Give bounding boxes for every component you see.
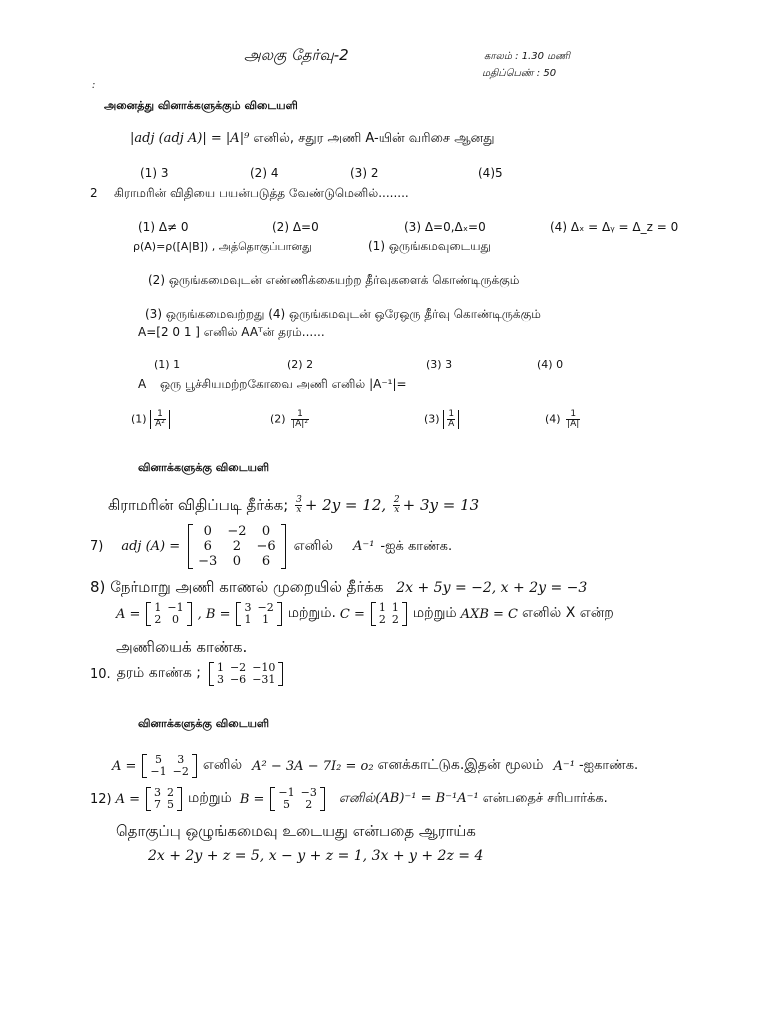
q9-eq: AXB = C xyxy=(460,606,518,622)
matrix-cell: 1 xyxy=(216,661,224,674)
matrix-body xyxy=(151,787,177,811)
q5-opt4-frac xyxy=(566,410,580,429)
matrix-body xyxy=(376,602,402,626)
q1-text: எனில், சதுர அணி A-யின் வரிசை ஆனது xyxy=(253,131,495,146)
matrix-cell: −6 xyxy=(229,673,247,686)
matrix-row xyxy=(193,539,281,554)
q6-text: கிராமரின் விதிப்படி தீர்க்க; xyxy=(108,496,289,514)
matrix-cell: 5 xyxy=(167,798,175,811)
q9-matrix-c xyxy=(371,602,407,626)
q12-a-label: A = xyxy=(115,791,141,807)
q11-inv: A⁻¹ xyxy=(553,758,575,774)
matrix-cell: −31 xyxy=(252,673,276,686)
q7 xyxy=(90,524,452,569)
q1-opt3: (3) 2 xyxy=(350,166,379,180)
q5-opt3-label: (3) xyxy=(424,412,440,426)
q9-a-label: A = xyxy=(116,606,141,622)
q12 xyxy=(90,787,608,811)
matrix-cell: 2 xyxy=(167,786,175,799)
q2-opt1: (1) Δ≠ 0 xyxy=(138,220,189,234)
q10-number: 10. xyxy=(90,666,111,682)
matrix-cell: −1 xyxy=(167,601,184,614)
q13-text: தொகுப்பு ஒழுங்கமைவு உடையது என்பதை ஆராய்க xyxy=(116,822,476,840)
matrix-cell: 2 xyxy=(154,613,162,626)
matrix-cell: −6 xyxy=(256,539,276,554)
q2-opt4: (4) Δₓ = Δᵧ = Δ_z = 0 xyxy=(550,220,679,234)
q7-matrix xyxy=(188,524,286,569)
matrix-cell: −3 xyxy=(300,786,317,799)
matrix-row xyxy=(147,766,191,778)
frac-num: 2 xyxy=(393,495,400,505)
q6-frac1 xyxy=(295,496,303,515)
q4-text: A=[2 0 1 ] எனில் AAᵀன் தரம்...... xyxy=(138,325,325,339)
q8-number: 8) xyxy=(90,578,106,596)
matrix-cell: −1 xyxy=(278,786,295,799)
matrix-cell: 3 xyxy=(216,673,224,686)
q10 xyxy=(90,662,285,686)
matrix-row xyxy=(193,524,281,539)
q1-opt1: (1) 3 xyxy=(140,166,169,180)
matrix-cell: 1 xyxy=(244,613,252,626)
matrix-body xyxy=(193,524,281,569)
matrix-cell: 7 xyxy=(154,798,162,811)
frac-den: |A|² xyxy=(292,419,308,429)
matrix-cell: 1 xyxy=(378,601,386,614)
q12-matrix-a xyxy=(146,787,182,811)
q11 xyxy=(112,754,638,778)
q7-text: எனில் xyxy=(293,537,333,554)
exam-marks: மதிப்பெண் : 50 xyxy=(482,68,557,79)
matrix-body xyxy=(147,754,191,778)
matrix-cell: −2 xyxy=(172,765,189,778)
q8-text: நேர்மாறு அணி காணல் முறையில் தீர்க்க xyxy=(110,578,384,596)
q5-opt1-label: (1) xyxy=(131,412,147,426)
q2-opt2: (2) Δ=0 xyxy=(272,220,319,234)
matrix-cell: 1 xyxy=(262,613,270,626)
matrix-cell: 6 xyxy=(203,539,212,554)
matrix-right-bracket xyxy=(320,787,325,811)
matrix-cell: 2 xyxy=(378,613,386,626)
q4-opt1: (1) 1 xyxy=(154,358,181,371)
q1 xyxy=(130,131,495,147)
matrix-cell: 2 xyxy=(305,798,313,811)
matrix-cell: 6 xyxy=(261,554,271,569)
q7-tail: -ஐக் காண்க. xyxy=(380,538,453,554)
frac-num: 1 xyxy=(297,409,303,419)
q6-eq2: + 3y = 13 xyxy=(402,496,480,514)
matrix-row xyxy=(241,614,276,626)
matrix-right-bracket xyxy=(277,602,282,626)
q1-lhs: |adj (adj A)| = |A|⁹ xyxy=(130,131,250,146)
q3-opt2: (2) ஒருங்கமைவுடன் எண்ணிக்கையற்ற தீர்வுகளைக் கொண்டிருக்கும் xyxy=(148,273,520,287)
frac-num: 3 xyxy=(296,495,302,505)
q11-text1: எனில் xyxy=(202,757,243,773)
exam-time: காலம் : 1.30 மணி xyxy=(484,51,571,62)
matrix-cell: 5 xyxy=(155,753,163,766)
q12-matrix-b xyxy=(270,787,324,811)
q12-tail: என்பதைச் சரிபார்க்க. xyxy=(482,791,608,806)
matrix-cell: 2 xyxy=(391,613,399,626)
matrix-row xyxy=(193,554,281,569)
q9 xyxy=(116,602,614,626)
q9-b-label: , B = xyxy=(197,606,231,622)
q11-text2: எனக்காட்டுக.இதன் மூலம் xyxy=(377,757,544,773)
frac-num: 1 xyxy=(157,409,163,419)
matrix-right-bracket xyxy=(281,524,286,569)
matrix-body xyxy=(241,602,276,626)
q12-and: மற்றும் xyxy=(188,790,232,806)
q12-number: 12) xyxy=(90,791,112,807)
q5-opt2-frac xyxy=(291,410,309,429)
q2-number: 2 xyxy=(90,186,98,200)
matrix-cell: 0 xyxy=(232,554,242,569)
frac-den: x xyxy=(394,505,400,515)
matrix-cell: 5 xyxy=(283,798,290,811)
matrix-cell: −2 xyxy=(227,524,247,539)
q9-matrix-b xyxy=(236,602,281,626)
frac-den: x xyxy=(296,505,302,515)
q1-opt4: (4)5 xyxy=(478,166,503,180)
q9-tail: எனில் X என்ற xyxy=(521,605,614,621)
frac-den: A² xyxy=(155,419,165,429)
matrix-right-bracket xyxy=(278,662,283,686)
matrix-cell: 0 xyxy=(261,524,271,539)
q5-opt2-label: (2) xyxy=(270,412,286,426)
q7-number: 7) xyxy=(90,539,104,554)
q5-opt2 xyxy=(270,410,311,429)
section3-heading: வினாக்களுக்கு விடையளி xyxy=(138,717,270,730)
q6-frac2 xyxy=(393,496,401,515)
frac-den: A xyxy=(448,419,455,429)
q9-c-label: C = xyxy=(339,606,365,622)
q10-text: தரம் காண்க ; xyxy=(116,665,201,681)
q8-eqs: 2x + 5y = −2, x + 2y = −3 xyxy=(396,580,588,596)
q9-line2: அணியைக் காண்க. xyxy=(116,638,248,656)
q3-opt34: (3) ஒருங்கமைவற்றது (4) ஒருங்கமவுடன் ஒரேஒரு தீர்வு கொண்டிருக்கும் xyxy=(145,307,541,321)
matrix-cell: 3 xyxy=(154,786,162,799)
q12-text: எனில்(AB)⁻¹ = B⁻¹A⁻¹ xyxy=(338,791,479,806)
matrix-cell: −2 xyxy=(257,601,274,614)
q5-opt4-label: (4) xyxy=(545,412,561,426)
matrix-right-bracket xyxy=(187,602,192,626)
matrix-cell: −3 xyxy=(198,554,218,569)
matrix-cell: −10 xyxy=(252,661,276,674)
q4-opt2: (2) 2 xyxy=(287,358,314,371)
q6 xyxy=(108,496,479,516)
q5-opt3-frac xyxy=(447,410,455,429)
matrix-cell: 0 xyxy=(172,613,180,626)
q2-opt3: (3) Δ=0,Δₓ=0 xyxy=(404,220,486,234)
q11-matrix-a xyxy=(142,754,196,778)
q2-text: கிராமரின் விதியை பயன்படுத்த வேண்டுமெனில்........ xyxy=(114,186,409,200)
q5-opt4 xyxy=(545,410,582,429)
exam-title: அலகு தேர்வு-2 xyxy=(244,46,349,64)
matrix-right-bracket xyxy=(177,787,182,811)
q5-opt3-abs xyxy=(443,410,459,429)
matrix-cell: 3 xyxy=(177,753,185,766)
q5-opt1-frac xyxy=(154,410,166,429)
matrix-row xyxy=(275,799,319,811)
matrix-row xyxy=(214,674,278,686)
matrix-cell: 1 xyxy=(154,601,162,614)
q11-eq: A² − 3A − 7I₂ = o₂ xyxy=(252,758,374,774)
q5-opt3 xyxy=(424,410,459,429)
q10-matrix xyxy=(209,662,283,686)
matrix-cell: −2 xyxy=(229,661,247,674)
stray-colon: : xyxy=(92,80,96,91)
q5-label: A xyxy=(138,377,147,391)
section1-heading: அனைத்து வினாக்களுக்கும் விடையளி xyxy=(104,99,298,112)
q4-opt3: (3) 3 xyxy=(426,358,453,371)
matrix-right-bracket xyxy=(192,754,197,778)
q6-eq1: + 2y = 12, xyxy=(304,496,387,514)
q3-text: ρ(A)=ρ([A|B]) , அத்தொகுப்பானது xyxy=(133,240,312,253)
q5-opt1 xyxy=(131,410,170,429)
matrix-body xyxy=(151,602,186,626)
q11-a-label: A = xyxy=(112,758,137,774)
matrix-row xyxy=(376,614,402,626)
matrix-cell: 3 xyxy=(244,601,252,614)
matrix-cell: 2 xyxy=(232,539,242,554)
matrix-body xyxy=(275,787,319,811)
matrix-cell: 0 xyxy=(203,524,212,539)
q12-b-label: B = xyxy=(239,791,265,807)
q8 xyxy=(90,578,587,598)
q7-lhs: adj (A) = xyxy=(121,539,181,554)
q13-eqs: 2x + 2y + z = 5, x − y + z = 1, 3x + y + 2z = 4 xyxy=(148,848,484,864)
q4-opt4: (4) 0 xyxy=(537,358,564,371)
matrix-row xyxy=(151,614,186,626)
q5-opt1-abs xyxy=(150,410,170,429)
q5-text: ஒரு பூச்சியமற்றகோவை அணி எனில் |A⁻¹|= xyxy=(160,377,407,391)
frac-num: 1 xyxy=(570,409,577,419)
matrix-body xyxy=(214,662,278,686)
q9-matrix-a xyxy=(146,602,191,626)
q9-and2: மற்றும் xyxy=(412,605,457,621)
q3-opt1: (1) ஒருங்கமவுடையது xyxy=(368,239,491,253)
matrix-cell: 1 xyxy=(391,601,399,614)
q9-and1: மற்றும். xyxy=(287,605,336,621)
matrix-row xyxy=(151,799,177,811)
matrix-cell: −1 xyxy=(150,765,167,778)
section2-heading: வினாக்களுக்கு விடையளி xyxy=(138,461,270,474)
q7-inv: A⁻¹ xyxy=(352,539,375,554)
frac-num: 1 xyxy=(448,409,455,419)
frac-den: |A| xyxy=(567,419,580,429)
q11-tail: -ஐகாண்க. xyxy=(578,758,639,773)
matrix-right-bracket xyxy=(402,602,407,626)
q1-opt2: (2) 4 xyxy=(250,166,279,180)
